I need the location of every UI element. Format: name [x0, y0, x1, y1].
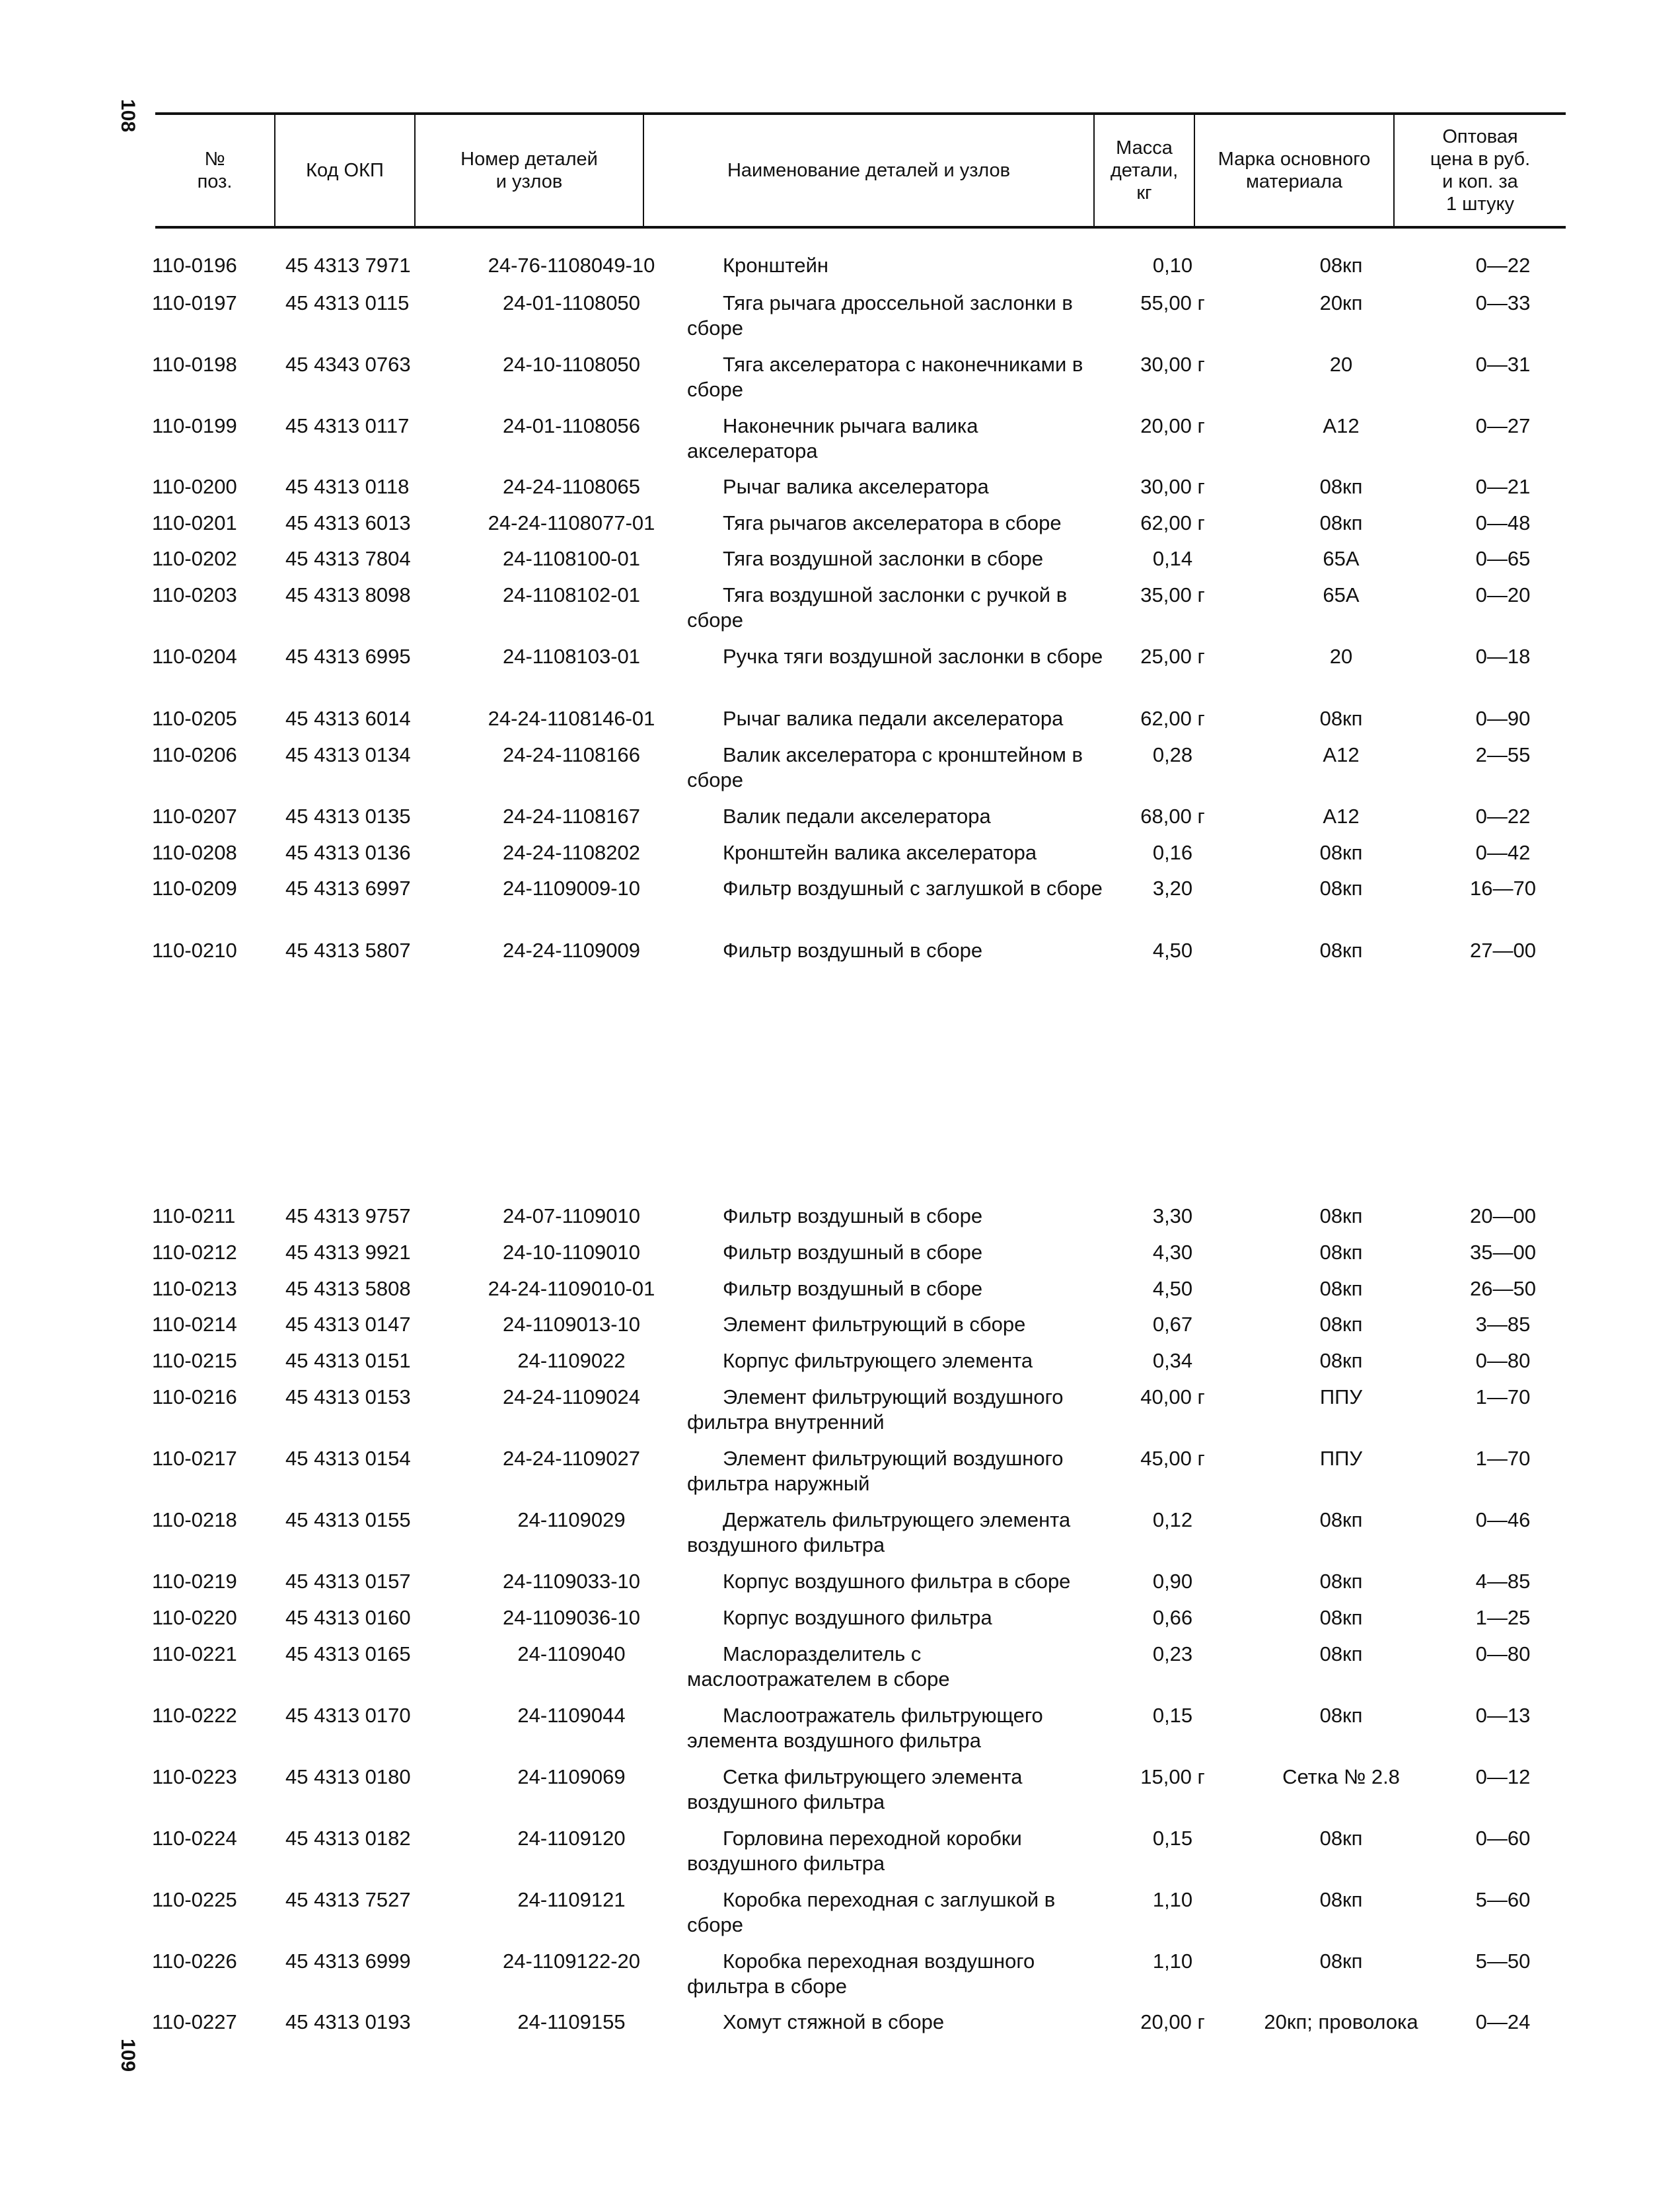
cell-price: 5—50: [1475, 1950, 1531, 1973]
cell-part-number: 24-07-1109010: [503, 1204, 640, 1227]
cell-mass: 4,30: [1152, 1241, 1193, 1264]
cell-material: 08кп: [1319, 1950, 1363, 1973]
cell-position: 110-0206: [152, 743, 237, 766]
cell-price: 16—70: [1470, 877, 1536, 900]
cell-position: 110-0209: [152, 877, 237, 900]
cell-mass: 20,00 г: [1140, 2010, 1205, 2033]
cell-part-number: 24-01-1108050: [503, 291, 640, 314]
cell-mass: 25,00 г: [1140, 645, 1205, 668]
cell-material: А12: [1323, 414, 1360, 437]
cell-price: 0—60: [1475, 1827, 1531, 1850]
cell-material: 08кп: [1319, 254, 1363, 277]
cell-position: 110-0200: [152, 475, 237, 498]
cell-material: 08кп: [1319, 1349, 1363, 1372]
cell-part-number: 24-1109009-10: [503, 877, 640, 900]
cell-position: 110-0196: [152, 254, 237, 277]
cell-position: 110-0220: [152, 1606, 237, 1629]
cell-mass: 0,12: [1152, 1508, 1193, 1531]
cell-okp-code: 45 4313 0160: [285, 1606, 411, 1629]
cell-okp-code: 45 4313 7971: [285, 254, 411, 277]
cell-okp-code: 45 4313 6995: [285, 645, 411, 668]
cell-okp-code: 45 4313 0135: [285, 805, 411, 828]
cell-mass: 20,00 г: [1140, 414, 1205, 437]
cell-mass: 0,15: [1152, 1827, 1193, 1850]
cell-part-name: Маслоразделитель с маслоотражателем в сборе: [687, 1642, 950, 1691]
cell-position: 110-0210: [152, 939, 237, 962]
cell-material: А12: [1323, 743, 1360, 766]
cell-position: 110-0198: [152, 353, 237, 376]
cell-part-number: 24-24-1109009: [503, 939, 640, 962]
cell-position: 110-0222: [152, 1704, 237, 1727]
cell-price: 0—46: [1475, 1508, 1531, 1531]
cell-okp-code: 45 4313 0154: [285, 1447, 411, 1470]
cell-okp-code: 45 4313 0165: [285, 1642, 411, 1665]
cell-part-name: Валик акселератора с кронштейном в сборе: [687, 743, 1083, 791]
cell-material: 20: [1329, 645, 1353, 668]
page-number-top: 108: [117, 99, 139, 133]
cell-okp-code: 45 4313 8098: [285, 583, 411, 606]
cell-position: 110-0211: [152, 1204, 236, 1227]
cell-okp-code: 45 4313 6997: [285, 877, 411, 900]
cell-okp-code: 45 4313 0151: [285, 1349, 411, 1372]
cell-part-number: 24-24-1108146-01: [488, 707, 655, 730]
cell-part-number: 24-1109044: [517, 1704, 626, 1727]
cell-part-number: 24-1109121: [517, 1888, 626, 1911]
cell-part-number: 24-1109069: [517, 1765, 626, 1788]
cell-material: А12: [1323, 805, 1360, 828]
cell-material: 08кп: [1319, 1508, 1363, 1531]
cell-position: 110-0223: [152, 1765, 237, 1788]
cell-material: 20кп: [1319, 291, 1363, 314]
cell-mass: 0,67: [1152, 1313, 1193, 1336]
cell-part-number: 24-1109155: [517, 2010, 626, 2033]
cell-part-number: 24-1109022: [517, 1349, 626, 1372]
cell-okp-code: 45 4313 0118: [285, 475, 410, 498]
cell-price: 0—22: [1475, 254, 1531, 277]
cell-part-number: 24-10-1109010: [503, 1241, 640, 1264]
cell-okp-code: 45 4313 0134: [285, 743, 411, 766]
cell-mass: 1,10: [1152, 1950, 1193, 1973]
cell-position: 110-0199: [152, 414, 237, 437]
cell-price: 0—48: [1475, 511, 1531, 534]
cell-price: 0—22: [1475, 805, 1531, 828]
cell-price: 0—80: [1475, 1349, 1531, 1372]
cell-part-number: 24-24-1108202: [503, 841, 640, 864]
cell-mass: 0,14: [1152, 547, 1193, 570]
cell-part-name: Корпус фильтрующего элемента: [723, 1349, 1033, 1372]
cell-part-name: Фильтр воздушный в сборе: [723, 1241, 983, 1264]
cell-mass: 0,16: [1152, 841, 1193, 864]
cell-material: 08кп: [1319, 1241, 1363, 1264]
cell-material: 08кп: [1319, 475, 1363, 498]
cell-position: 110-0219: [152, 1570, 237, 1593]
cell-part-number: 24-24-1108167: [503, 805, 640, 828]
cell-okp-code: 45 4313 0153: [285, 1385, 411, 1408]
cell-price: 2—55: [1475, 743, 1531, 766]
cell-mass: 40,00 г: [1140, 1385, 1205, 1408]
cell-position: 110-0213: [152, 1277, 237, 1300]
cell-part-name: Элемент фильтрующий воздушного фильтра наружный: [687, 1447, 1064, 1495]
table-header: [155, 112, 1566, 229]
cell-position: 110-0225: [152, 1888, 237, 1911]
cell-part-number: 24-24-1109027: [503, 1447, 640, 1470]
cell-material: 08кп: [1319, 707, 1363, 730]
cell-price: 0—20: [1475, 583, 1531, 606]
cell-part-number: 24-1109029: [517, 1508, 626, 1531]
cell-material: 20кп; проволока: [1264, 2010, 1418, 2033]
cell-price: 0—27: [1475, 414, 1531, 437]
cell-okp-code: 45 4313 0182: [285, 1827, 411, 1850]
cell-okp-code: 45 4313 0147: [285, 1313, 411, 1336]
cell-okp-code: 45 4313 0170: [285, 1704, 411, 1727]
cell-okp-code: 45 4313 6013: [285, 511, 411, 534]
cell-price: 1—25: [1475, 1606, 1531, 1629]
cell-price: 0—42: [1475, 841, 1531, 864]
cell-mass: 62,00 г: [1140, 511, 1205, 534]
cell-part-name: Тяга воздушной заслонки с ручкой в сборе: [687, 583, 1068, 632]
cell-okp-code: 45 4313 0117: [285, 414, 410, 437]
cell-price: 35—00: [1470, 1241, 1536, 1264]
cell-part-name: Кронштейн валика акселератора: [723, 841, 1037, 864]
cell-okp-code: 45 4313 0115: [285, 291, 410, 314]
cell-position: 110-0217: [152, 1447, 237, 1470]
cell-material: 65А: [1323, 547, 1360, 570]
cell-price: 5—60: [1475, 1888, 1531, 1911]
cell-mass: 3,20: [1152, 877, 1193, 900]
header-price: Оптовая цена в руб. и коп. за 1 штуку: [1430, 126, 1531, 215]
cell-position: 110-0215: [152, 1349, 237, 1372]
cell-okp-code: 45 4313 7804: [285, 547, 411, 570]
cell-part-name: Корпус воздушного фильтра в сборе: [723, 1570, 1071, 1593]
header-number: Номер деталей и узлов: [416, 115, 644, 226]
cell-position: 110-0212: [152, 1241, 237, 1264]
cell-okp-code: 45 4343 0763: [285, 353, 411, 376]
cell-mass: 0,66: [1152, 1606, 1193, 1629]
cell-part-name: Тяга рычага дроссельной заслонки в сборе: [687, 291, 1073, 340]
cell-part-number: 24-1108100-01: [503, 547, 640, 570]
cell-okp-code: 45 4313 5807: [285, 939, 411, 962]
cell-part-name: Фильтр воздушный в сборе: [723, 1204, 983, 1227]
cell-price: 0—33: [1475, 291, 1531, 314]
cell-position: 110-0221: [152, 1642, 237, 1665]
cell-part-name: Корпус воздушного фильтра: [723, 1606, 992, 1629]
cell-position: 110-0208: [152, 841, 237, 864]
cell-part-number: 24-24-1108166: [503, 743, 640, 766]
page-number-bottom: 109: [117, 2039, 139, 2072]
cell-mass: 0,15: [1152, 1704, 1193, 1727]
cell-part-number: 24-01-1108056: [503, 414, 640, 437]
cell-price: 0—31: [1475, 353, 1531, 376]
cell-price: 27—00: [1470, 939, 1536, 962]
cell-part-name: Горловина переходной коробки воздушного фильтра: [687, 1827, 1022, 1875]
cell-part-number: 24-1109036-10: [503, 1606, 640, 1629]
cell-price: 0—13: [1475, 1704, 1531, 1727]
cell-price: 0—18: [1475, 645, 1531, 668]
cell-price: 4—85: [1475, 1570, 1531, 1593]
cell-material: 08кп: [1319, 1606, 1363, 1629]
cell-okp-code: 45 4313 6999: [285, 1950, 411, 1973]
cell-mass: 0,28: [1152, 743, 1193, 766]
cell-position: 110-0205: [152, 707, 237, 730]
cell-okp-code: 45 4313 0180: [285, 1765, 411, 1788]
cell-position: 110-0224: [152, 1827, 237, 1850]
cell-part-name: Ручка тяги воздушной заслонки в сборе: [723, 645, 1103, 668]
cell-price: 1—70: [1475, 1447, 1531, 1470]
cell-mass: 3,30: [1152, 1204, 1193, 1227]
cell-part-name: Фильтр воздушный в сборе: [723, 1277, 983, 1300]
cell-part-number: 24-1109013-10: [503, 1313, 640, 1336]
cell-position: 110-0204: [152, 645, 237, 668]
cell-okp-code: 45 4313 0136: [285, 841, 411, 864]
cell-mass: 62,00 г: [1140, 707, 1205, 730]
cell-material: ППУ: [1319, 1385, 1363, 1408]
cell-mass: 4,50: [1152, 939, 1193, 962]
cell-price: 1—70: [1475, 1385, 1531, 1408]
cell-price: 26—50: [1470, 1277, 1536, 1300]
cell-position: 110-0218: [152, 1508, 237, 1531]
header-pos: № поз.: [155, 115, 275, 226]
cell-material: 08кп: [1319, 939, 1363, 962]
cell-price: 20—00: [1470, 1204, 1536, 1227]
cell-material: 65А: [1323, 583, 1360, 606]
cell-part-name: Коробка переходная с заглушкой в сборе: [687, 1888, 1056, 1936]
cell-mass: 35,00 г: [1140, 583, 1205, 606]
cell-part-number: 24-10-1108050: [503, 353, 640, 376]
cell-part-name: Элемент фильтрующий в сборе: [723, 1313, 1026, 1336]
cell-material: 08кп: [1319, 1888, 1363, 1911]
cell-part-number: 24-1109040: [517, 1642, 626, 1665]
cell-part-number: 24-1109033-10: [503, 1570, 640, 1593]
cell-position: 110-0202: [152, 547, 237, 570]
cell-part-name: Рычаг валика педали акселератора: [723, 707, 1064, 730]
header-mass: Масса детали, кг: [1095, 115, 1195, 226]
cell-part-number: 24-1108102-01: [503, 583, 640, 606]
cell-okp-code: 45 4313 9757: [285, 1204, 411, 1227]
cell-part-number: 24-24-1109024: [503, 1385, 640, 1408]
cell-price: 0—21: [1475, 475, 1531, 498]
cell-position: 110-0203: [152, 583, 237, 606]
cell-material: 08кп: [1319, 1827, 1363, 1850]
cell-mass: 30,00 г: [1140, 475, 1205, 498]
cell-part-name: Рычаг валика акселератора: [723, 475, 989, 498]
cell-part-number: 24-1108103-01: [503, 645, 640, 668]
cell-position: 110-0227: [152, 2010, 237, 2033]
cell-part-name: Коробка переходная воздушного фильтра в сборе: [687, 1950, 1035, 1998]
cell-part-name: Наконечник рычага валика акселератора: [687, 414, 978, 462]
cell-price: 0—65: [1475, 547, 1531, 570]
cell-okp-code: 45 4313 0193: [285, 2010, 411, 2033]
cell-part-name: Тяга рычагов акселератора в сборе: [723, 511, 1062, 534]
cell-part-name: Кронштейн: [723, 254, 829, 277]
cell-mass: 68,00 г: [1140, 805, 1205, 828]
cell-part-name: Держатель фильтрующего элемента воздушного фильтра: [687, 1508, 1071, 1556]
cell-price: 3—85: [1475, 1313, 1531, 1336]
cell-part-name: Тяга акселератора с наконечниками в сборе: [687, 353, 1083, 401]
cell-price: 0—90: [1475, 707, 1531, 730]
cell-position: 110-0214: [152, 1313, 237, 1336]
cell-okp-code: 45 4313 9921: [285, 1241, 411, 1264]
cell-material: 08кп: [1319, 1642, 1363, 1665]
cell-okp-code: 45 4313 5808: [285, 1277, 411, 1300]
header-okp: Код ОКП: [275, 115, 416, 226]
cell-mass: 55,00 г: [1140, 291, 1205, 314]
cell-material: 08кп: [1319, 1204, 1363, 1227]
cell-part-number: 24-1109122-20: [503, 1950, 640, 1973]
cell-material: 08кп: [1319, 877, 1363, 900]
cell-part-name: Фильтр воздушный в сборе: [723, 939, 983, 962]
cell-material: 08кп: [1319, 1570, 1363, 1593]
cell-part-name: Валик педали акселератора: [723, 805, 991, 828]
cell-part-number: 24-76-1108049-10: [488, 254, 655, 277]
header-material: Марка основного материала: [1195, 115, 1395, 226]
cell-okp-code: 45 4313 7527: [285, 1888, 411, 1911]
cell-material: ППУ: [1319, 1447, 1363, 1470]
header-name: Наименование деталей и узлов: [644, 115, 1095, 226]
cell-part-name: Тяга воздушной заслонки в сборе: [723, 547, 1044, 570]
cell-position: 110-0197: [152, 291, 237, 314]
cell-material: 08кп: [1319, 1277, 1363, 1300]
cell-part-name: Фильтр воздушный с заглушкой в сборе: [723, 877, 1103, 900]
cell-material: Сетка № 2.8: [1282, 1765, 1400, 1788]
cell-mass: 1,10: [1152, 1888, 1193, 1911]
cell-part-number: 24-24-1108065: [503, 475, 640, 498]
cell-okp-code: 45 4313 0157: [285, 1570, 411, 1593]
cell-price: 0—24: [1475, 2010, 1531, 2033]
cell-material: 20: [1329, 353, 1353, 376]
cell-okp-code: 45 4313 0155: [285, 1508, 411, 1531]
cell-mass: 4,50: [1152, 1277, 1193, 1300]
cell-price: 0—12: [1475, 1765, 1531, 1788]
cell-okp-code: 45 4313 6014: [285, 707, 411, 730]
cell-mass: 0,90: [1152, 1570, 1193, 1593]
cell-position: 110-0216: [152, 1385, 237, 1408]
cell-position: 110-0201: [152, 511, 237, 534]
cell-position: 110-0226: [152, 1950, 237, 1973]
cell-mass: 0,34: [1152, 1349, 1193, 1372]
cell-material: 08кп: [1319, 1313, 1363, 1336]
cell-position: 110-0207: [152, 805, 237, 828]
cell-material: 08кп: [1319, 841, 1363, 864]
cell-mass: 0,23: [1152, 1642, 1193, 1665]
cell-part-name: Маслоотражатель фильтрующего элемента воздушного фильтра: [687, 1704, 1043, 1752]
cell-part-number: 24-1109120: [517, 1827, 626, 1850]
cell-part-name: Элемент фильтрующий воздушного фильтра внутренний: [687, 1385, 1064, 1434]
cell-price: 0—80: [1475, 1642, 1531, 1665]
cell-mass: 30,00 г: [1140, 353, 1205, 376]
cell-material: 08кп: [1319, 1704, 1363, 1727]
cell-part-number: 24-24-1109010-01: [488, 1277, 655, 1300]
cell-mass: 45,00 г: [1140, 1447, 1205, 1470]
cell-part-name: Хомут стяжной в сборе: [723, 2010, 945, 2033]
cell-mass: 15,00 г: [1140, 1765, 1205, 1788]
cell-part-name: Сетка фильтрующего элемента воздушного фильтра: [687, 1765, 1023, 1813]
cell-mass: 0,10: [1152, 254, 1193, 277]
cell-part-number: 24-24-1108077-01: [488, 511, 655, 534]
cell-material: 08кп: [1319, 511, 1363, 534]
